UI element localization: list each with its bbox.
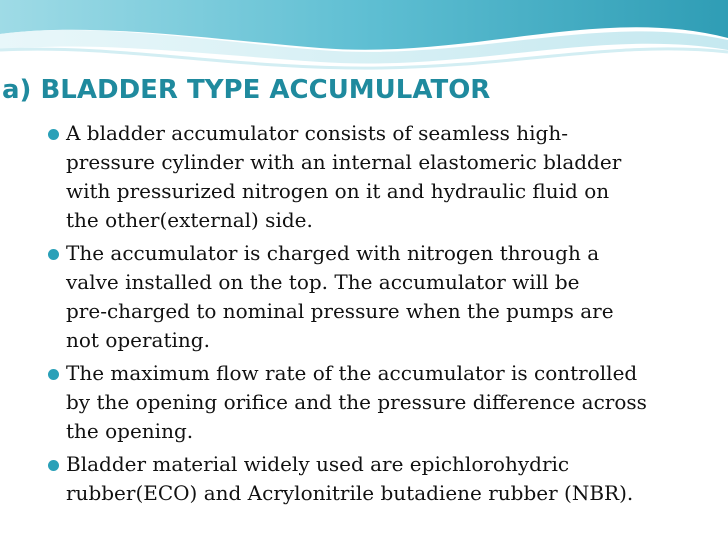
bullet-line: A bladder accumulator consists of seamless high- (66, 121, 568, 145)
bullet-line: valve installed on the top. The accumulator will be (66, 270, 580, 294)
bullet-line: the opening. (66, 419, 194, 443)
bullet-line: pre-charged to nominal pressure when the pumps are (66, 299, 614, 323)
bullet-item (48, 359, 718, 446)
bullet-dot-icon (48, 369, 59, 380)
bullet-line: the other(external) side. (66, 208, 313, 232)
bullet-list (48, 119, 718, 512)
bullet-line: pressure cylinder with an internal elastomeric bladder (66, 150, 622, 174)
bullet-line: with pressurized nitrogen on it and hydraulic fluid on (66, 179, 610, 203)
bullet-line: rubber(ECO) and Acrylonitrile butadiene rubber (NBR). (66, 481, 634, 505)
bullet-dot-icon (48, 460, 59, 471)
bullet-item (48, 119, 718, 235)
bullet-dot-icon (48, 129, 59, 140)
slide-title: a) BLADDER TYPE ACCUMULATOR (2, 75, 491, 105)
bullet-line: Bladder material widely used are epichlorohydric (66, 452, 570, 476)
bullet-line: The accumulator is charged with nitrogen through a (66, 241, 600, 265)
bullet-line: not operating. (66, 328, 210, 352)
bullet-line: by the opening orifice and the pressure difference across (66, 390, 647, 414)
bullet-item (48, 239, 718, 355)
header-wave-decoration (0, 0, 728, 75)
bullet-item (48, 450, 718, 508)
bullet-line: The maximum flow rate of the accumulator is controlled (66, 361, 638, 385)
bullet-dot-icon (48, 249, 59, 260)
